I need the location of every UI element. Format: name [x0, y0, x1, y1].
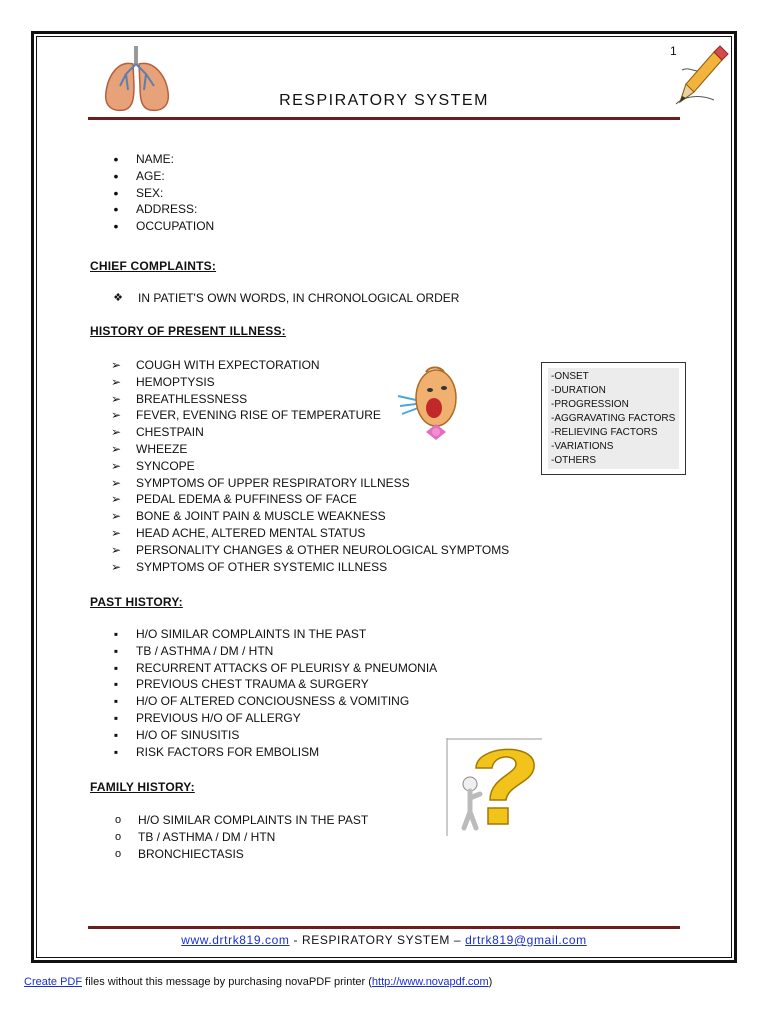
past-history-list	[108, 626, 437, 760]
page-number: 1	[670, 44, 677, 58]
lungs-icon	[100, 42, 174, 116]
coughing-child-icon	[396, 360, 460, 446]
list-item: ➢ HEMOPTYSIS	[108, 374, 509, 391]
box-line: -OTHERS	[551, 455, 596, 466]
box-line: -RELIEVING FACTORS	[551, 427, 658, 438]
past-history-heading: PAST HISTORY:	[90, 595, 183, 609]
list-item: ➢ PEDAL EDEMA & PUFFINESS OF FACE	[108, 491, 509, 508]
box-line: -AGGRAVATING FACTORS	[551, 413, 676, 424]
list-item: ➢ BONE & JOINT PAIN & MUSCLE WEAKNESS	[108, 508, 509, 525]
list-item: ▪ RISK FACTORS FOR EMBOLISM	[108, 744, 437, 761]
list-item: ▪ RECURRENT ATTACKS OF PLEURISY & PNEUMONIA	[108, 660, 437, 677]
list-item: o TB / ASTHMA / DM / HTN	[110, 829, 368, 846]
novapdf-notice: Create PDF files without this message by purchasing novaPDF printer (http://www.novapdf.com)	[24, 976, 493, 988]
box-line: -ONSET	[551, 371, 589, 382]
novapdf-url-link[interactable]: http://www.novapdf.com	[371, 976, 489, 988]
list-item: ▪ PREVIOUS H/O OF ALLERGY	[108, 710, 437, 727]
footer-rule	[88, 926, 680, 929]
website-link[interactable]: www.drtrk819.com	[181, 933, 290, 947]
list-item: • NAME:	[108, 151, 214, 168]
list-item: ➢ PERSONALITY CHANGES & OTHER NEUROLOGICAL SYMPTOMS	[108, 542, 509, 559]
list-item: • ADDRESS:	[108, 201, 214, 218]
pencil-icon	[670, 44, 732, 106]
list-item: ➢ SYMPTOMS OF OTHER SYSTEMIC ILLNESS	[108, 559, 509, 576]
list-item: ➢ BREATHLESSNESS	[108, 391, 509, 408]
list-item: ▪ TB / ASTHMA / DM / HTN	[108, 643, 437, 660]
list-item: ▪ H/O OF SINUSITIS	[108, 727, 437, 744]
patient-fields-list	[108, 151, 214, 235]
create-pdf-link[interactable]: Create PDF	[24, 976, 83, 988]
list-item: ➢ HEAD ACHE, ALTERED MENTAL STATUS	[108, 525, 509, 542]
header-rule	[88, 117, 680, 120]
question-mark-icon	[446, 738, 542, 836]
list-item: ❖ IN PATIET'S OWN WORDS, IN CHRONOLOGICAL ORDER	[110, 290, 459, 307]
list-item: • AGE:	[108, 168, 214, 185]
onset-factors-box	[541, 362, 686, 475]
list-item: ➢ SYMPTOMS OF UPPER RESPIRATORY ILLNESS	[108, 475, 509, 492]
family-history-list	[110, 812, 368, 862]
list-item: • SEX:	[108, 185, 214, 202]
family-history-heading: FAMILY HISTORY:	[90, 780, 195, 794]
list-item: ➢ CHESTPAIN	[108, 424, 509, 441]
email-link[interactable]: drtrk819@gmail.com	[465, 933, 587, 947]
box-line: -DURATION	[551, 385, 606, 396]
footer-text: - RESPIRATORY SYSTEM –	[289, 933, 466, 947]
list-item: ➢ SYNCOPE	[108, 458, 509, 475]
list-item: ▪ H/O OF ALTERED CONCIOUSNESS & VOMITING	[108, 693, 437, 710]
list-item: ➢ WHEEZE	[108, 441, 509, 458]
page-title: RESPIRATORY SYSTEM	[279, 92, 489, 109]
chief-complaints-heading: CHIEF COMPLAINTS:	[90, 259, 217, 273]
list-item: o BRONCHIECTASIS	[110, 846, 368, 863]
list-item: ▪ H/O SIMILAR COMPLAINTS IN THE PAST	[108, 626, 437, 643]
list-item: o H/O SIMILAR COMPLAINTS IN THE PAST	[110, 812, 368, 829]
list-item: • OCCUPATION	[108, 218, 214, 235]
page-footer	[88, 933, 680, 947]
list-item: ➢ COUGH WITH EXPECTORATION	[108, 357, 509, 374]
box-line: -PROGRESSION	[551, 399, 629, 410]
present-illness-heading: HISTORY OF PRESENT ILLNESS:	[90, 324, 286, 338]
box-line: -VARIATIONS	[551, 441, 614, 452]
list-item: ▪ PREVIOUS CHEST TRAUMA & SURGERY	[108, 676, 437, 693]
chief-complaints-list	[110, 290, 459, 307]
list-item: ➢ FEVER, EVENING RISE OF TEMPERATURE	[108, 407, 509, 424]
